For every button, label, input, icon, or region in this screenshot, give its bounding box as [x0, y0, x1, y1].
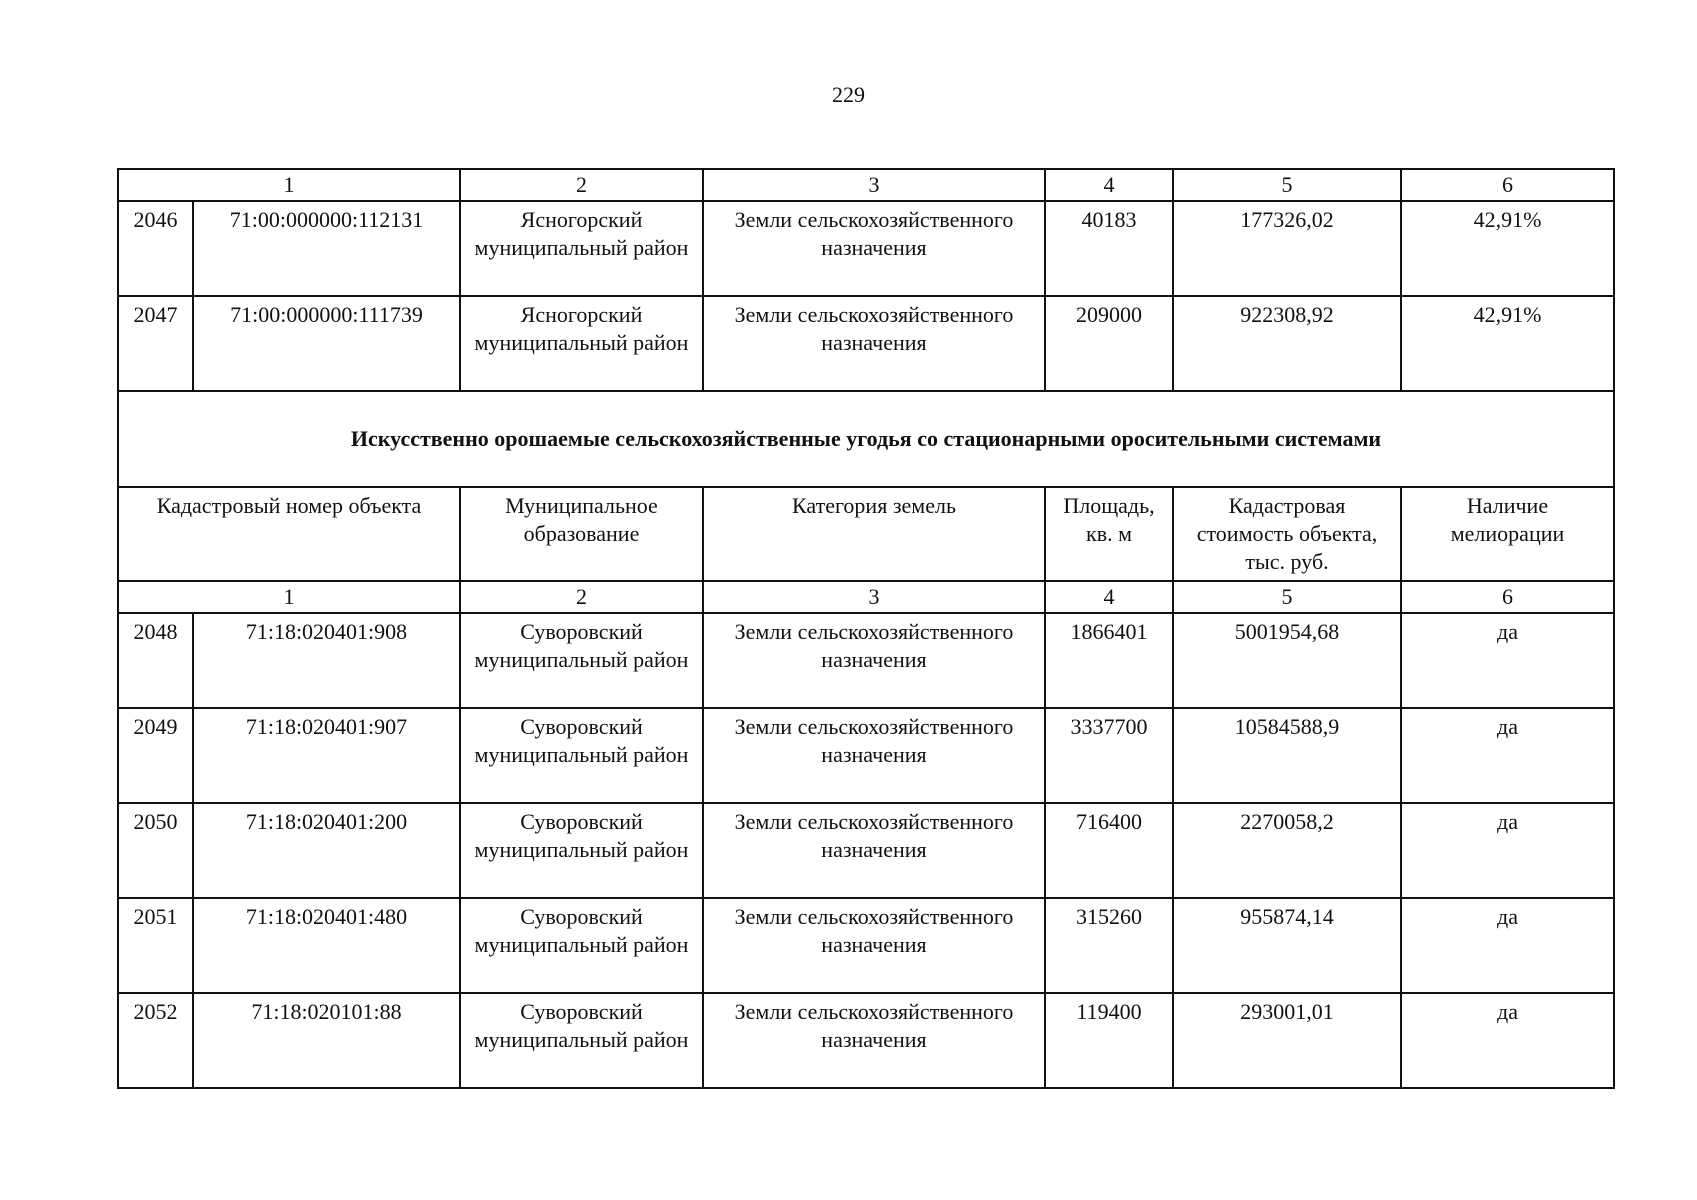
last-column-value: 42,91%	[1401, 201, 1614, 296]
municipality: Суворовский муниципальный район	[460, 993, 703, 1088]
table-row	[118, 296, 1614, 391]
area: 3337700	[1045, 708, 1173, 803]
last-column-value: 42,91%	[1401, 296, 1614, 391]
column-number: 4	[1045, 581, 1173, 613]
header-melioration: Наличие мелиорации	[1401, 487, 1614, 581]
table-row	[118, 993, 1614, 1088]
municipality: Суворовский муниципальный район	[460, 613, 703, 708]
melioration: да	[1401, 613, 1614, 708]
cadastral-number: 71:18:020401:480	[193, 898, 460, 993]
section-title: Искусственно орошаемые сельскохозяйственные угодья со стационарными оросительными системами	[118, 391, 1614, 487]
header-cadastral-number: Кадастровый номер объекта	[118, 487, 460, 581]
column-number: 2	[460, 581, 703, 613]
cadastral-number: 71:18:020401:908	[193, 613, 460, 708]
cadastral-number: 71:18:020401:200	[193, 803, 460, 898]
municipality: Суворовский муниципальный район	[460, 898, 703, 993]
area: 119400	[1045, 993, 1173, 1088]
land-table	[117, 168, 1615, 1089]
melioration: да	[1401, 898, 1614, 993]
column-number: 3	[703, 169, 1045, 201]
land-category: Земли сельскохозяйственного назначения	[703, 993, 1045, 1088]
area: 40183	[1045, 201, 1173, 296]
land-category: Земли сельскохозяйственного назначения	[703, 898, 1045, 993]
header-row	[118, 487, 1614, 581]
cadastral-value: 293001,01	[1173, 993, 1401, 1088]
cadastral-number: 71:00:000000:111739	[193, 296, 460, 391]
row-number: 2049	[118, 708, 193, 803]
column-number: 2	[460, 169, 703, 201]
row-number: 2047	[118, 296, 193, 391]
row-number: 2050	[118, 803, 193, 898]
municipality: Суворовский муниципальный район	[460, 803, 703, 898]
row-number: 2051	[118, 898, 193, 993]
column-number: 1	[118, 581, 460, 613]
area: 209000	[1045, 296, 1173, 391]
municipality: Ясногорский муниципальный район	[460, 201, 703, 296]
cadastral-value: 10584588,9	[1173, 708, 1401, 803]
melioration: да	[1401, 993, 1614, 1088]
cadastral-number: 71:00:000000:112131	[193, 201, 460, 296]
header-cadastral-value: Кадастровая стоимость объекта, тыс. руб.	[1173, 487, 1401, 581]
row-number: 2046	[118, 201, 193, 296]
section-row	[118, 391, 1614, 487]
header-area: Площадь, кв. м	[1045, 487, 1173, 581]
cadastral-number: 71:18:020401:907	[193, 708, 460, 803]
table-row	[118, 803, 1614, 898]
land-category: Земли сельскохозяйственного назначения	[703, 296, 1045, 391]
table-row	[118, 201, 1614, 296]
row-number: 2052	[118, 993, 193, 1088]
area: 1866401	[1045, 613, 1173, 708]
row-number: 2048	[118, 613, 193, 708]
column-number: 5	[1173, 581, 1401, 613]
table-row	[118, 898, 1614, 993]
column-number-row	[118, 169, 1614, 201]
land-category: Земли сельскохозяйственного назначения	[703, 201, 1045, 296]
area: 315260	[1045, 898, 1173, 993]
cadastral-number: 71:18:020101:88	[193, 993, 460, 1088]
column-number: 4	[1045, 169, 1173, 201]
municipality: Ясногорский муниципальный район	[460, 296, 703, 391]
cadastral-value: 955874,14	[1173, 898, 1401, 993]
header-land-category: Категория земель	[703, 487, 1045, 581]
column-number: 1	[118, 169, 460, 201]
page-number: 229	[832, 82, 865, 107]
melioration: да	[1401, 803, 1614, 898]
column-number-row	[118, 581, 1614, 613]
header-municipality: Муниципальное образование	[460, 487, 703, 581]
area: 716400	[1045, 803, 1173, 898]
land-category: Земли сельскохозяйственного назначения	[703, 803, 1045, 898]
column-number: 5	[1173, 169, 1401, 201]
table-row	[118, 708, 1614, 803]
column-number: 6	[1401, 169, 1614, 201]
cadastral-value: 177326,02	[1173, 201, 1401, 296]
column-number: 6	[1401, 581, 1614, 613]
land-category: Земли сельскохозяйственного назначения	[703, 708, 1045, 803]
cadastral-value: 2270058,2	[1173, 803, 1401, 898]
column-number: 3	[703, 581, 1045, 613]
municipality: Суворовский муниципальный район	[460, 708, 703, 803]
melioration: да	[1401, 708, 1614, 803]
land-category: Земли сельскохозяйственного назначения	[703, 613, 1045, 708]
table-row	[118, 613, 1614, 708]
cadastral-value: 922308,92	[1173, 296, 1401, 391]
cadastral-value: 5001954,68	[1173, 613, 1401, 708]
